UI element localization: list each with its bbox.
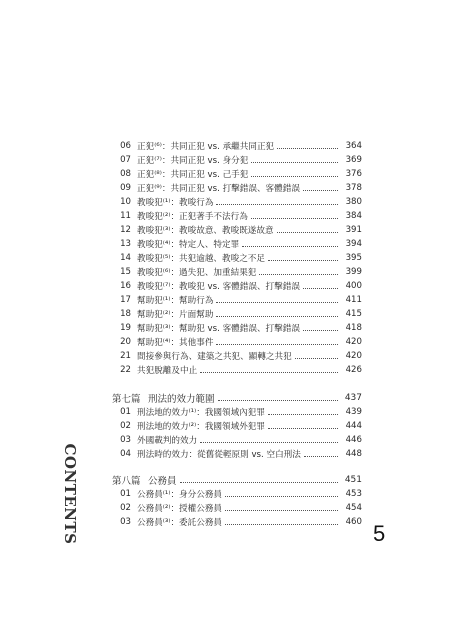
dot-leader: [277, 232, 338, 233]
dot-leader: [251, 176, 338, 177]
toc-entry[interactable]: 06 正犯⁽⁶⁾：共同正犯 vs. 承繼共同正犯 364: [120, 140, 362, 152]
dot-leader: [218, 400, 338, 401]
dot-leader: [268, 414, 338, 415]
dot-leader: [303, 330, 338, 331]
dot-leader: [242, 246, 338, 247]
toc-entry[interactable]: 04 刑法時的效力：從舊從輕原則 vs. 空白刑法 448: [120, 448, 362, 460]
toc-entry[interactable]: 02 刑法地的效力⁽²⁾：我國領域外犯罪 444: [120, 420, 362, 432]
toc-entry[interactable]: 02 公務員⁽²⁾：授權公務員 454: [120, 502, 362, 514]
toc-entry[interactable]: 13 教唆犯⁽⁴⁾：特定人、特定罪 394: [120, 238, 362, 250]
toc-entry[interactable]: 19 幫助犯⁽³⁾：幫助犯 vs. 客體錯誤、打擊錯誤 418: [120, 322, 362, 334]
dot-leader: [200, 442, 338, 443]
dot-leader: [259, 274, 338, 275]
dot-leader: [200, 372, 338, 373]
toc-entry[interactable]: 11 教唆犯⁽²⁾：正犯著手不法行為 384: [120, 210, 362, 222]
dot-leader: [216, 316, 338, 317]
dot-leader: [251, 162, 338, 163]
dot-leader: [216, 344, 338, 345]
page-number: 5: [373, 521, 386, 546]
toc-entry[interactable]: 03 外國載判的效力 446: [120, 434, 362, 446]
toc-entry[interactable]: 15 教唆犯⁽⁶⁾：過失犯、加重結果犯 399: [120, 266, 362, 278]
toc-entry[interactable]: 01 公務員⁽¹⁾：身分公務員 453: [120, 488, 362, 500]
dot-leader: [303, 190, 338, 191]
part-heading[interactable]: 第八篇 公務員 451: [112, 474, 362, 487]
contents-side-label: CONTENTS: [61, 443, 79, 545]
toc-entry[interactable]: 22 共犯脫離及中止 426: [120, 364, 362, 376]
dot-leader: [268, 428, 338, 429]
dot-leader: [295, 358, 338, 359]
dot-leader: [180, 482, 338, 483]
toc-entry[interactable]: 03 公務員⁽³⁾：委託公務員 460: [120, 516, 362, 528]
toc-entry[interactable]: 09 正犯⁽⁹⁾：共同正犯 vs. 打擊錯誤、客體錯誤 378: [120, 182, 362, 194]
toc-entry[interactable]: 10 教唆犯⁽¹⁾：教唆行為 380: [120, 196, 362, 208]
dot-leader: [225, 510, 338, 511]
part-heading[interactable]: 第七篇 刑法的效力範圍 437: [112, 392, 362, 405]
dot-leader: [251, 218, 338, 219]
dot-leader: [303, 288, 338, 289]
toc-entry[interactable]: 01 刑法地的效力⁽¹⁾：我國領域內犯罪 439: [120, 406, 362, 418]
dot-leader: [304, 456, 338, 457]
toc-entry[interactable]: 07 正犯⁽⁷⁾：共同正犯 vs. 身分犯 369: [120, 154, 362, 166]
dot-leader: [225, 496, 338, 497]
toc-entry[interactable]: 21 間接參與行為、建築之共犯、顯轉之共犯 420: [120, 350, 362, 362]
dot-leader: [268, 260, 338, 261]
dot-leader: [216, 302, 338, 303]
toc-entry[interactable]: 14 教唆犯⁽⁵⁾：共犯逾越、教唆之不足 395: [120, 252, 362, 264]
toc-entry[interactable]: 20 幫助犯⁽⁴⁾：其他事件 420: [120, 336, 362, 348]
dot-leader: [225, 524, 338, 525]
toc-entry[interactable]: 12 教唆犯⁽³⁾：教唆故意、教唆既遂故意 391: [120, 224, 362, 236]
toc-entry[interactable]: 16 教唆犯⁽⁷⁾：教唆犯 vs. 客體錯誤、打擊錯誤 400: [120, 280, 362, 292]
toc-entry[interactable]: 08 正犯⁽⁸⁾：共同正犯 vs. 己手犯 376: [120, 168, 362, 180]
toc-entry[interactable]: 17 幫助犯⁽¹⁾：幫助行為 411: [120, 294, 362, 306]
dot-leader: [277, 148, 338, 149]
dot-leader: [216, 204, 338, 205]
toc-entry[interactable]: 18 幫助犯⁽²⁾：片面幫助 415: [120, 308, 362, 320]
